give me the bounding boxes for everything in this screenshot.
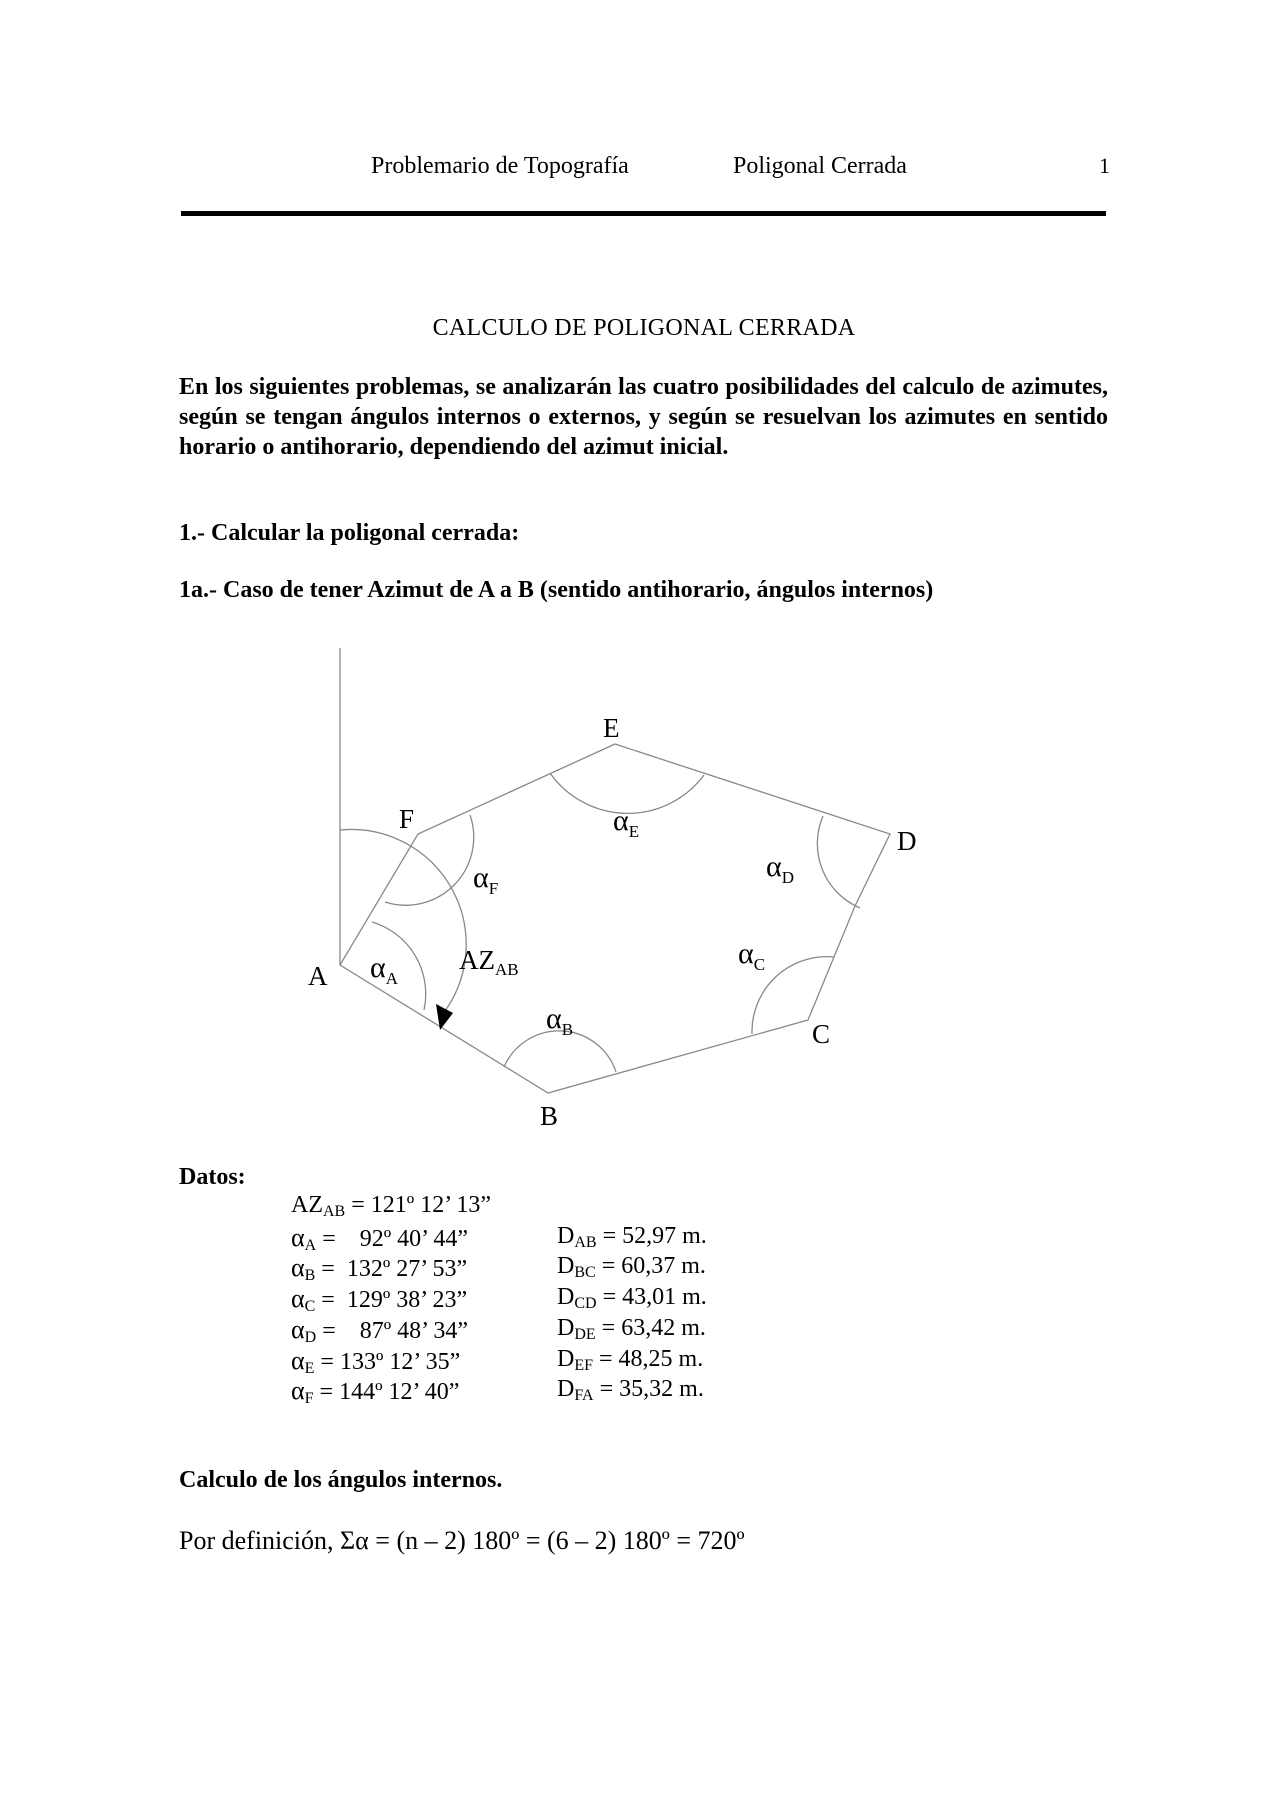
running-header-chapter: Poligonal Cerrada [733, 153, 907, 179]
datos-angle-row: $\alpha_D$ = 87º 48’ 34” [291, 1315, 469, 1346]
datos-distance-row: $D_{CD} = 43,01$ m. [557, 1284, 707, 1312]
angle-label-b: $\alpha_B$ [546, 1002, 574, 1039]
datos-angle-row: $\alpha_B$ = 132º 27’ 53” [291, 1253, 468, 1284]
azimuth-label: $AZ_{AB}$ [459, 945, 519, 979]
arc-azimuth [340, 829, 466, 1015]
angle-label-f: $\alpha_F$ [473, 861, 499, 898]
vertex-label-d: D [897, 826, 917, 856]
page-number: 1 [1099, 153, 1110, 178]
vertex-label-f: F [399, 804, 415, 834]
angle-label-a: $\alpha_A$ [370, 951, 398, 988]
datos-azimuth-row: $AZ_{AB}$ = 121º 12’ 13” [291, 1192, 492, 1220]
angle-label-d: $\alpha_D$ [766, 850, 794, 887]
problem-case: 1a.- Caso de tener Azimut de A a B (sentido antihorario, ángulos internos) [179, 577, 934, 603]
datos-angle-row: $\alpha_F$ = 144º 12’ 40” [291, 1376, 460, 1407]
vertex-label-b: B [540, 1101, 559, 1131]
arc-alpha-b [504, 1031, 616, 1072]
vertex-label-a: A [308, 961, 328, 991]
vertex-label-c: C [812, 1019, 831, 1049]
datos-label: Datos: [179, 1164, 246, 1190]
angle-label-c: $\alpha_C$ [738, 937, 766, 974]
datos-angle-row: $\alpha_C$ = 129º 38’ 23” [291, 1284, 468, 1315]
angle-sum-definition: Por definición, Σα = (n – 2) 180º = (6 – 2) 180º = 720º [179, 1526, 745, 1555]
datos-distance-row: $D_{BC} = 60,37$ m. [557, 1253, 706, 1281]
problem-heading: 1.- Calcular la poligonal cerrada: [179, 520, 520, 546]
intro-paragraph: En los siguientes problemas, se analizarán las cuatro posibilidades del calculo de azimutes, según se tengan ángulos internos o externos, y según se resuelvan los azimutes en sentido horario o antihorario, dependiendo del azimut inicial. [179, 374, 1108, 460]
running-header-book: Problemario de Topografía [371, 153, 629, 179]
datos-distance-row: $D_{FA} = 35,32$ m. [557, 1376, 704, 1404]
datos-angle-row: $\alpha_E$ = 133º 12’ 35” [291, 1346, 461, 1377]
datos-distance-row: $D_{AB} = 52,97$ m. [557, 1223, 707, 1251]
angle-label-e: $\alpha_E$ [613, 804, 640, 841]
polygon-outline [340, 744, 890, 1093]
datos-angle-row: $\alpha_A$ = 92º 40’ 44” [291, 1223, 469, 1254]
datos-distance-row: $D_{EF} = 48,25$ m. [557, 1346, 704, 1374]
page-title: CALCULO DE POLIGONAL CERRADA [432, 315, 856, 341]
arc-alpha-d [817, 816, 860, 908]
calc-section-title: Calculo de los ángulos internos. [179, 1467, 503, 1493]
vertex-label-e: E [603, 713, 620, 743]
datos-distance-row: $D_{DE} = 63,42$ m. [557, 1315, 706, 1343]
